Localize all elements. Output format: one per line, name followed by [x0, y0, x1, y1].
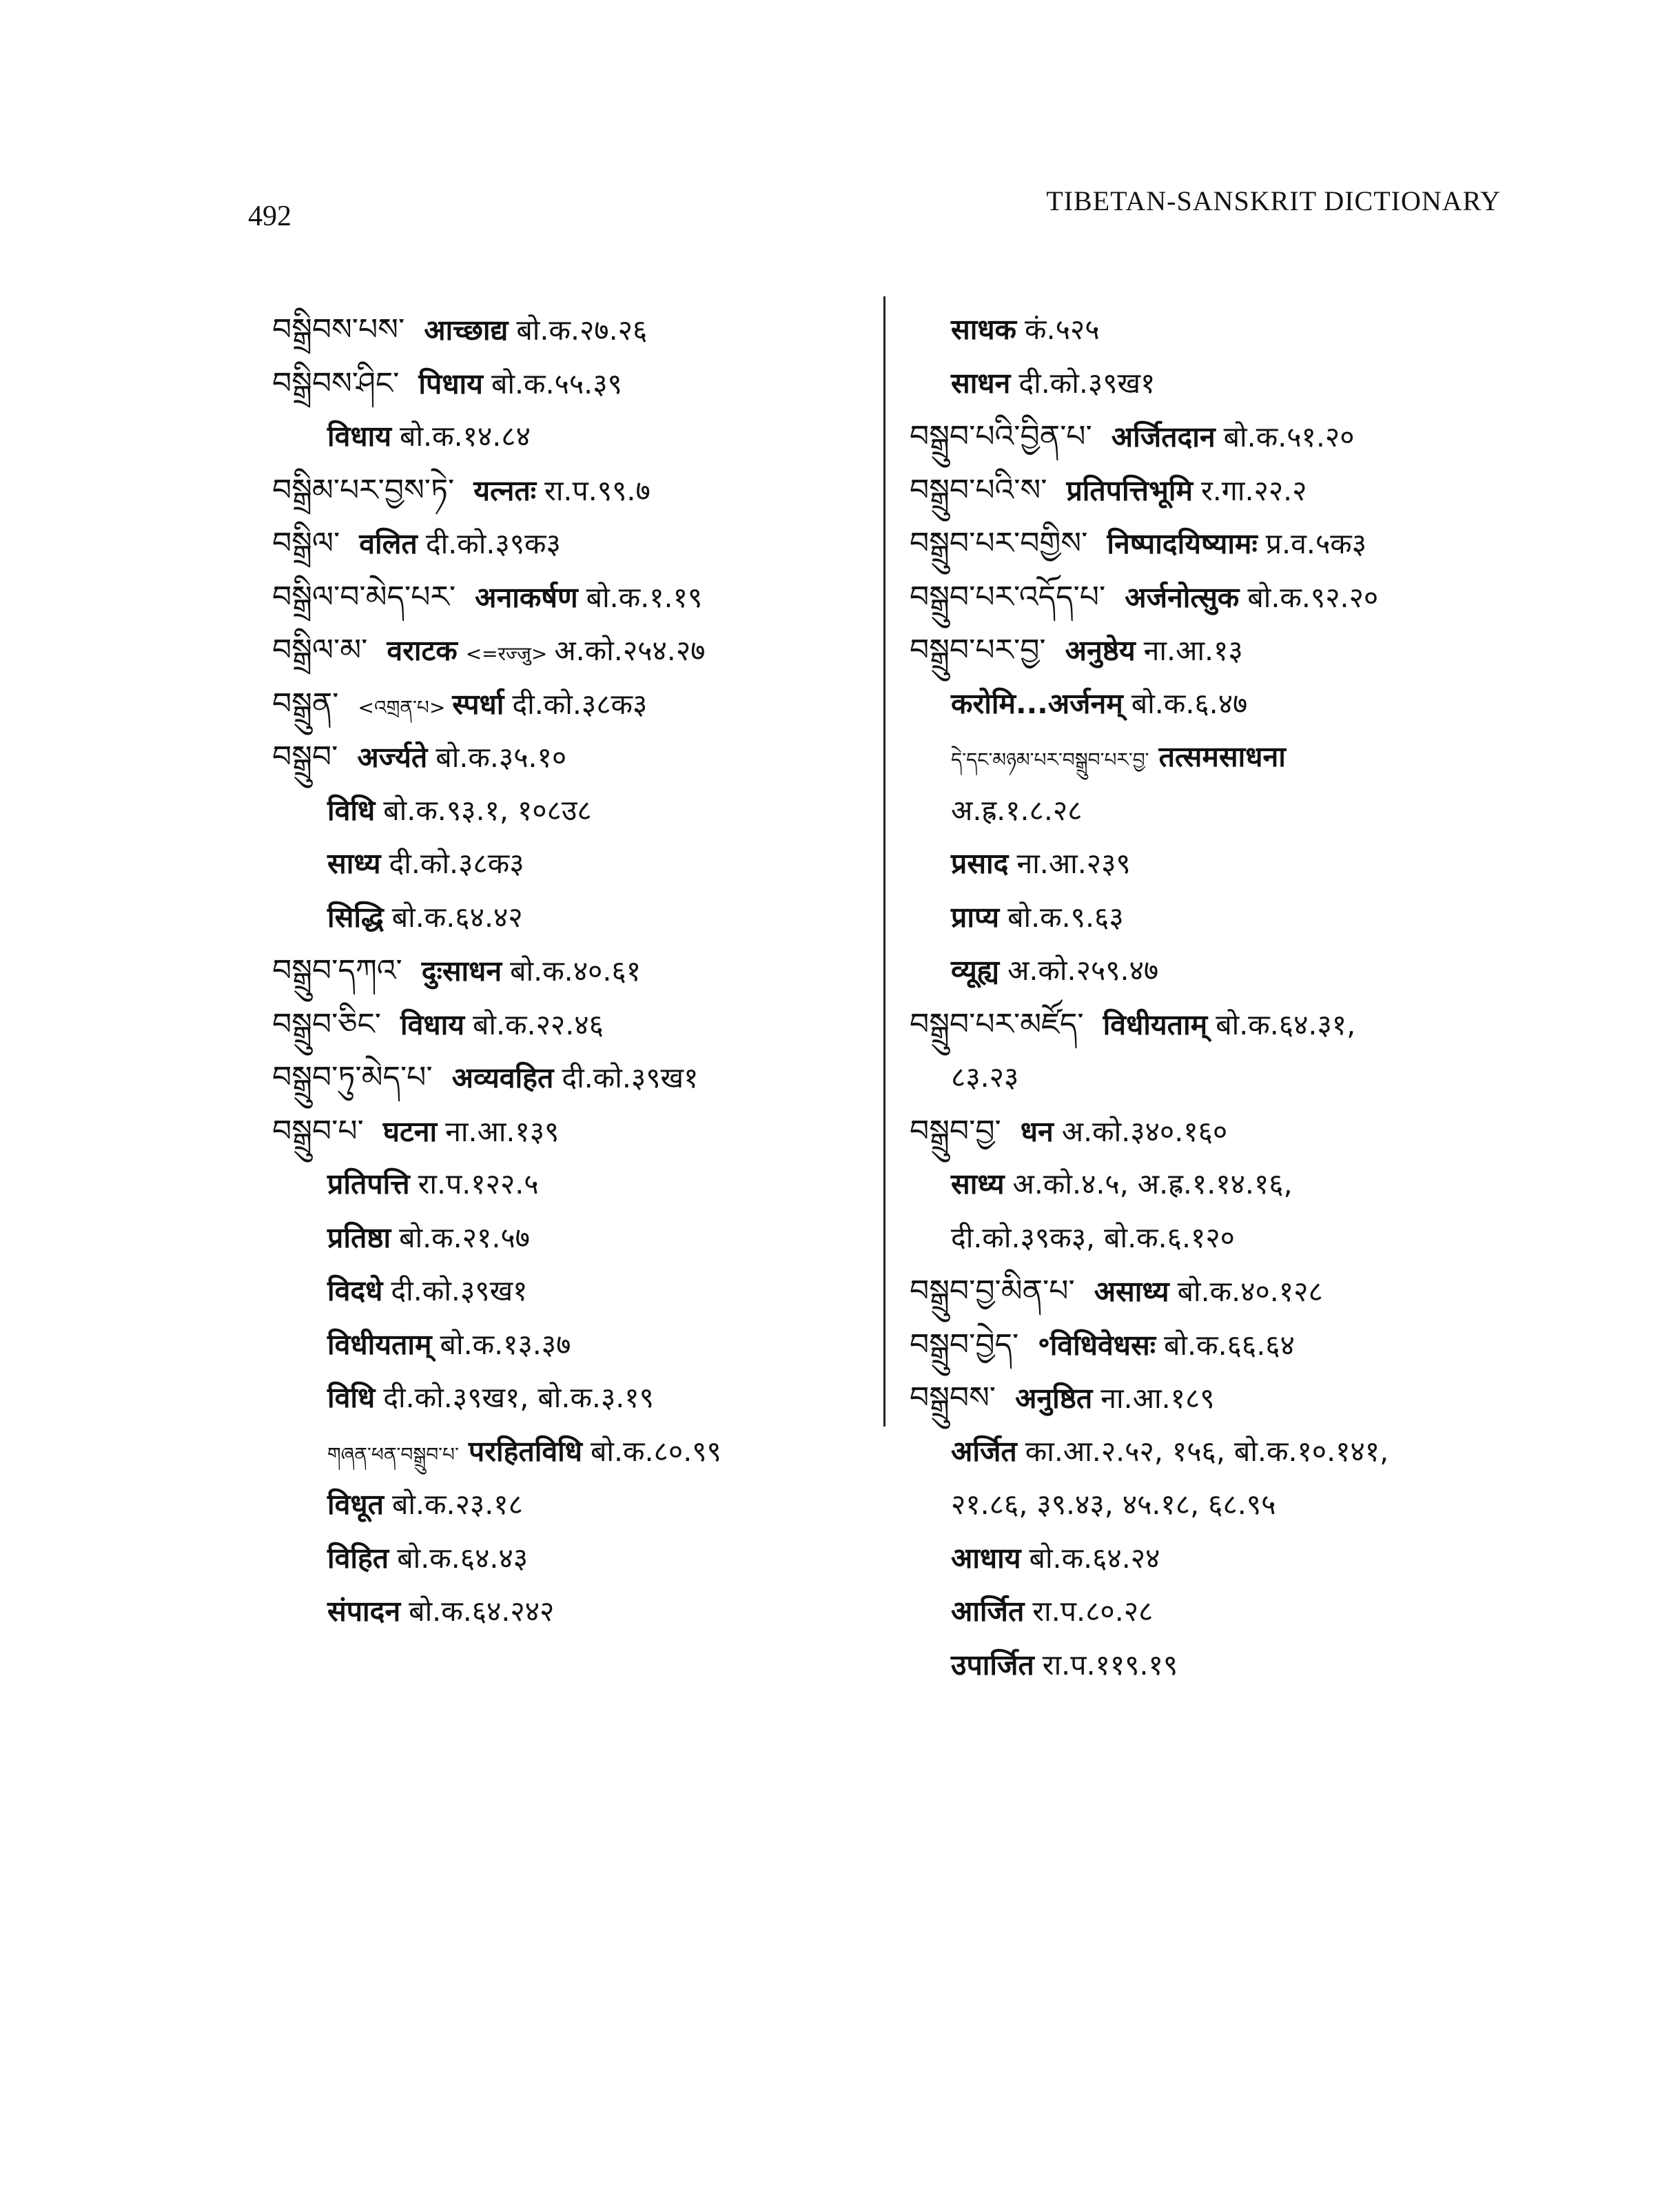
source-reference: बो.क.२२.४६ [473, 1008, 604, 1041]
sanskrit-equivalent: अव्यवहित [451, 1061, 554, 1094]
sub-entry-line [272, 837, 865, 891]
tibetan-headword: བསྒྲིལ་ [272, 526, 340, 561]
tibetan-headword: བསྒྲུབ་བྱེད་ [910, 1327, 1019, 1362]
bracket-note: <=रज्जु> [465, 642, 548, 665]
source-reference: बो.क.९२.२० [1247, 580, 1379, 614]
tibetan-headword: བསྒྲུབ་པར་འདོད་པ་ [910, 579, 1106, 615]
source-reference: रा.प.९९.७ [544, 473, 651, 507]
sanskrit-equivalent: अनुष्ठेय [1065, 634, 1136, 667]
sanskrit-equivalent: उपार्जित [951, 1648, 1034, 1682]
sanskrit-equivalent: विधि [327, 1381, 376, 1414]
sanskrit-equivalent: साध्य [951, 1167, 1005, 1200]
sanskrit-equivalent: अनाकर्षण [475, 580, 578, 614]
sanskrit-equivalent: प्रसाद [951, 847, 1009, 880]
tibetan-headword: བསྒྲུབ་པར་བྱ་ [910, 633, 1046, 668]
sanskrit-equivalent: प्रतिपत्ति [327, 1167, 410, 1200]
source-reference: बो.क.६६.६४ [1164, 1328, 1295, 1362]
source-reference: ना.आ.१३९ [445, 1114, 560, 1148]
sanskrit-equivalent: विधूत [327, 1488, 384, 1521]
source-reference: बो.क.६४.४३ [397, 1541, 529, 1575]
source-reference: रा.प.८०.२८ [1032, 1595, 1154, 1628]
sub-entry-line [910, 303, 1530, 357]
sub-entry-line [272, 410, 865, 464]
source-reference: ना.आ.२३९ [1016, 847, 1131, 880]
source-reference: ना.आ.१३ [1143, 634, 1243, 667]
headword-entry-line [272, 677, 865, 731]
source-reference: दी.को.३९ख१, बो.क.३.१९ [383, 1381, 654, 1414]
source-reference: बो.क.८०.९९ [590, 1434, 721, 1468]
tibetan-phrase: དེ་དང་མཉམ་པར་བསྒྲུབ་པར་བྱ་ [951, 748, 1149, 771]
source-reference: ८३.२३ [951, 1061, 1019, 1094]
source-reference: २१.८६, ३९.४३, ४५.१८, ६८.९५ [951, 1488, 1276, 1521]
tibetan-headword: བསྒྲིམ་པར་བྱས་ཏེ་ [272, 472, 455, 508]
source-reference: बो.क.६४.४२ [391, 900, 523, 934]
tibetan-headword: བསྒྲུབ་པའི་བྱིན་པ་ [910, 419, 1092, 454]
sanskrit-equivalent: वराटक [387, 634, 458, 667]
sanskrit-equivalent: साधक [951, 313, 1017, 346]
source-reference: दी.को.३९ख१ [391, 1274, 528, 1307]
sanskrit-equivalent: सिद्धि [327, 900, 384, 934]
tibetan-phrase: གཞན་ཕན་བསྒྲུབ་པ་ [327, 1442, 459, 1466]
sanskrit-equivalent: निष्पादयिष्यामः [1107, 527, 1258, 560]
tibetan-headword: བསྒྲུབ་པའི་ས་ [910, 472, 1047, 508]
headword-entry-line [910, 1371, 1530, 1425]
running-header: TIBETAN-SANSKRIT DICTIONARY [1046, 185, 1501, 216]
page-number: 492 [248, 201, 291, 232]
sub-entry-line [910, 891, 1530, 945]
sanskrit-equivalent: स्पर्धा [452, 687, 504, 721]
sanskrit-equivalent: अनुष्ठित [1015, 1382, 1093, 1415]
headword-entry-line [910, 998, 1530, 1052]
sub-entry-line [910, 1158, 1530, 1212]
source-reference: प्र.व.५क३ [1265, 527, 1367, 560]
headword-entry-line [910, 1105, 1530, 1158]
source-reference: बो.क.९.६३ [1007, 900, 1124, 934]
source-reference: बो.क.६४.२४२ [409, 1595, 555, 1628]
sanskrit-equivalent: विधाय [327, 420, 392, 453]
source-reference: बो.क.१.१९ [586, 580, 703, 614]
headword-entry-line [910, 624, 1530, 677]
tibetan-headword: བསྒྲུབ་དཀའ་ [272, 953, 402, 988]
headword-entry-line [272, 730, 865, 784]
source-reference: बो.क.१३.३७ [440, 1327, 571, 1361]
sub-entry-line [272, 891, 865, 945]
sub-entry-line [910, 1051, 1530, 1105]
sub-entry-line [272, 784, 865, 838]
tibetan-headword: བསྒྲུབ་ཅིང་ [272, 1006, 381, 1042]
column-divider [883, 296, 885, 1427]
bracket-note: <འགྲན་པ> [358, 695, 446, 719]
sanskrit-equivalent: तत्समसाधना [1158, 740, 1286, 773]
sub-entry-line [272, 1265, 865, 1318]
tibetan-headword: བསྒྲིལ་བ་མེད་པར་ [272, 579, 456, 615]
tibetan-headword: བསྒྲུབ་པར་བགྱིས་ [910, 526, 1088, 561]
sub-entry-line [272, 1158, 865, 1212]
left-column [272, 303, 865, 1639]
sanskrit-equivalent: दुःसाधन [421, 954, 502, 988]
headword-entry-line [910, 464, 1530, 518]
sub-entry-line [272, 1212, 865, 1265]
tibetan-headword: བསྒྲིབས་ཤིང་ [272, 365, 400, 401]
sanskrit-equivalent: विधीयताम् [1103, 1008, 1208, 1041]
source-reference: ना.आ.१८९ [1100, 1382, 1215, 1415]
source-reference: बो.क.१४.८४ [400, 420, 531, 453]
sub-entry-line [910, 677, 1530, 731]
sanskrit-equivalent: यत्नतः [473, 473, 537, 507]
sanskrit-equivalent: घटना [382, 1114, 438, 1148]
sub-entry-line [910, 1478, 1530, 1532]
sanskrit-equivalent: अर्जितदान [1111, 420, 1216, 453]
tibetan-headword: བསྒྲུབ་པར་མཛོད་ [910, 1006, 1084, 1042]
source-reference: बो.क.६४.२४ [1029, 1541, 1160, 1575]
source-reference: अ.को.२५९.४७ [1007, 954, 1159, 987]
sub-entry-line [910, 1639, 1530, 1693]
headword-entry-line [910, 410, 1530, 464]
source-reference: बो.क.३५.१० [436, 741, 567, 774]
tibetan-headword: བསྒྲུབ་ཏུ་མེད་པ་ [272, 1060, 433, 1095]
tibetan-headword: བསྒྲིལ་མ་ [272, 633, 368, 668]
headword-entry-line [272, 303, 865, 357]
source-reference: बो.क.६४.३१, [1216, 1008, 1356, 1041]
headword-entry-line [272, 624, 865, 677]
tibetan-headword: བསྒྲུབ་བྱ་མིན་པ་ [910, 1274, 1075, 1309]
source-reference: दी.को.३९क३ [425, 527, 561, 560]
source-reference: अ.को.४.५, अ.ह्र.१.१४.१६, [1012, 1167, 1293, 1200]
sub-entry-line [910, 944, 1530, 998]
sanskrit-equivalent: धन [1020, 1114, 1054, 1148]
source-reference: बो.क.४०.६१ [510, 954, 642, 988]
headword-entry-line [272, 464, 865, 518]
sanskrit-equivalent: ॰विधिवेधसः [1038, 1328, 1156, 1362]
sanskrit-equivalent: प्रतिष्ठा [327, 1220, 391, 1254]
sanskrit-equivalent: अर्ज्यते [357, 741, 428, 774]
source-reference: बो.क.४०.१२८ [1177, 1275, 1323, 1308]
sanskrit-equivalent: संपादन [327, 1595, 401, 1628]
sanskrit-equivalent: विदधे [327, 1274, 383, 1307]
tibetan-headword: བསྒྲུབ་ [272, 739, 338, 775]
headword-entry-line [910, 571, 1530, 624]
sub-entry-line [910, 1212, 1530, 1265]
sanskrit-equivalent: करोमि...अर्जनम् [951, 686, 1123, 720]
sanskrit-equivalent: आच्छाद्य [424, 314, 509, 347]
source-reference: बो.क.२७.२६ [516, 314, 648, 347]
sub-entry-line [272, 1371, 865, 1425]
sanskrit-equivalent: विधाय [400, 1008, 464, 1041]
sub-entry-line [272, 1318, 865, 1372]
source-reference: बो.क.५१.२० [1223, 420, 1355, 453]
source-reference: दी.को.३८क३ [389, 847, 524, 880]
sub-entry-line [272, 1478, 865, 1532]
source-reference: दी.को.३९ख१ [562, 1061, 699, 1094]
sanskrit-equivalent: व्यूह्य [951, 954, 1000, 987]
sanskrit-equivalent: प्रतिपत्तिभूमि [1066, 473, 1193, 507]
sub-entry-line [910, 837, 1530, 891]
headword-entry-line [272, 517, 865, 571]
sanskrit-equivalent: वलित [359, 527, 418, 560]
source-reference: अ.को.२५४.२७ [554, 634, 706, 667]
headword-entry-line [272, 571, 865, 624]
sanskrit-equivalent: साधन [951, 366, 1011, 400]
sub-entry-line [272, 1585, 865, 1639]
sub-entry-line [910, 357, 1530, 411]
sub-entry-line [910, 1532, 1530, 1586]
headword-entry-line [272, 357, 865, 411]
sanskrit-equivalent: साध्य [327, 847, 381, 880]
source-reference: बो.क.५५.३९ [491, 367, 622, 400]
tibetan-headword: བསྒྲུབ་པ་ [272, 1113, 364, 1149]
headword-entry-line [272, 944, 865, 998]
headword-entry-line [272, 1105, 865, 1158]
sanskrit-equivalent: प्राप्य [951, 900, 1000, 934]
sanskrit-equivalent: असाध्य [1094, 1275, 1169, 1308]
source-reference: अ.ह्र.१.८.२८ [951, 793, 1083, 827]
sanskrit-equivalent: विहित [327, 1541, 389, 1575]
sanskrit-equivalent: अर्जनोत्सुक [1125, 580, 1240, 614]
source-reference: बो.क.२१.५७ [399, 1220, 530, 1254]
headword-entry-line [910, 1318, 1530, 1372]
source-reference: बो.क.९३.१, १०८उ८ [383, 793, 592, 827]
sub-entry-line [910, 784, 1530, 838]
headword-entry-line [272, 998, 865, 1052]
source-reference: र.गा.२२.२ [1200, 473, 1307, 507]
sanskrit-equivalent: पिधाय [418, 367, 483, 400]
sub-entry-line [272, 1532, 865, 1586]
sanskrit-equivalent: आधाय [951, 1541, 1021, 1575]
sub-entry-line [910, 1425, 1530, 1479]
sanskrit-equivalent: आर्जित [951, 1595, 1025, 1628]
sanskrit-equivalent: विधीयताम् [327, 1327, 432, 1361]
source-reference: कं.५२५ [1025, 313, 1100, 346]
sub-entry-line [910, 730, 1530, 784]
source-reference: दी.को.३८क३ [512, 687, 648, 721]
source-reference: बो.क.२३.१८ [392, 1488, 523, 1521]
source-reference: दी.को.३९क३, बो.क.६.१२० [951, 1220, 1235, 1254]
source-reference: दी.को.३९ख१ [1018, 366, 1156, 400]
sub-entry-line [272, 1425, 865, 1479]
sub-entry-line [910, 1585, 1530, 1639]
headword-entry-line [910, 1265, 1530, 1318]
source-reference: बो.क.६.४७ [1131, 686, 1248, 720]
sanskrit-equivalent: परहितविधि [468, 1434, 582, 1468]
headword-entry-line [910, 517, 1530, 571]
source-reference: अ.को.३४०.१६० [1061, 1114, 1228, 1148]
source-reference: रा.प.१२२.५ [418, 1167, 539, 1200]
headword-entry-line [272, 1051, 865, 1105]
tibetan-headword: བསྒྲུན་ [272, 686, 339, 722]
sanskrit-equivalent: विधि [327, 793, 376, 827]
source-reference: का.आ.२.५२, १५६, बो.क.१०.१४१, [1025, 1434, 1389, 1468]
right-column [910, 303, 1530, 1692]
source-reference: रा.प.११९.१९ [1042, 1648, 1178, 1682]
tibetan-headword: བསྒྲུབ་བྱ་ [910, 1113, 1001, 1149]
tibetan-headword: བསྒྲུབས་ [910, 1380, 996, 1416]
sanskrit-equivalent: अर्जित [951, 1434, 1017, 1468]
tibetan-headword: བསྒྲིབས་པས་ [272, 312, 405, 347]
